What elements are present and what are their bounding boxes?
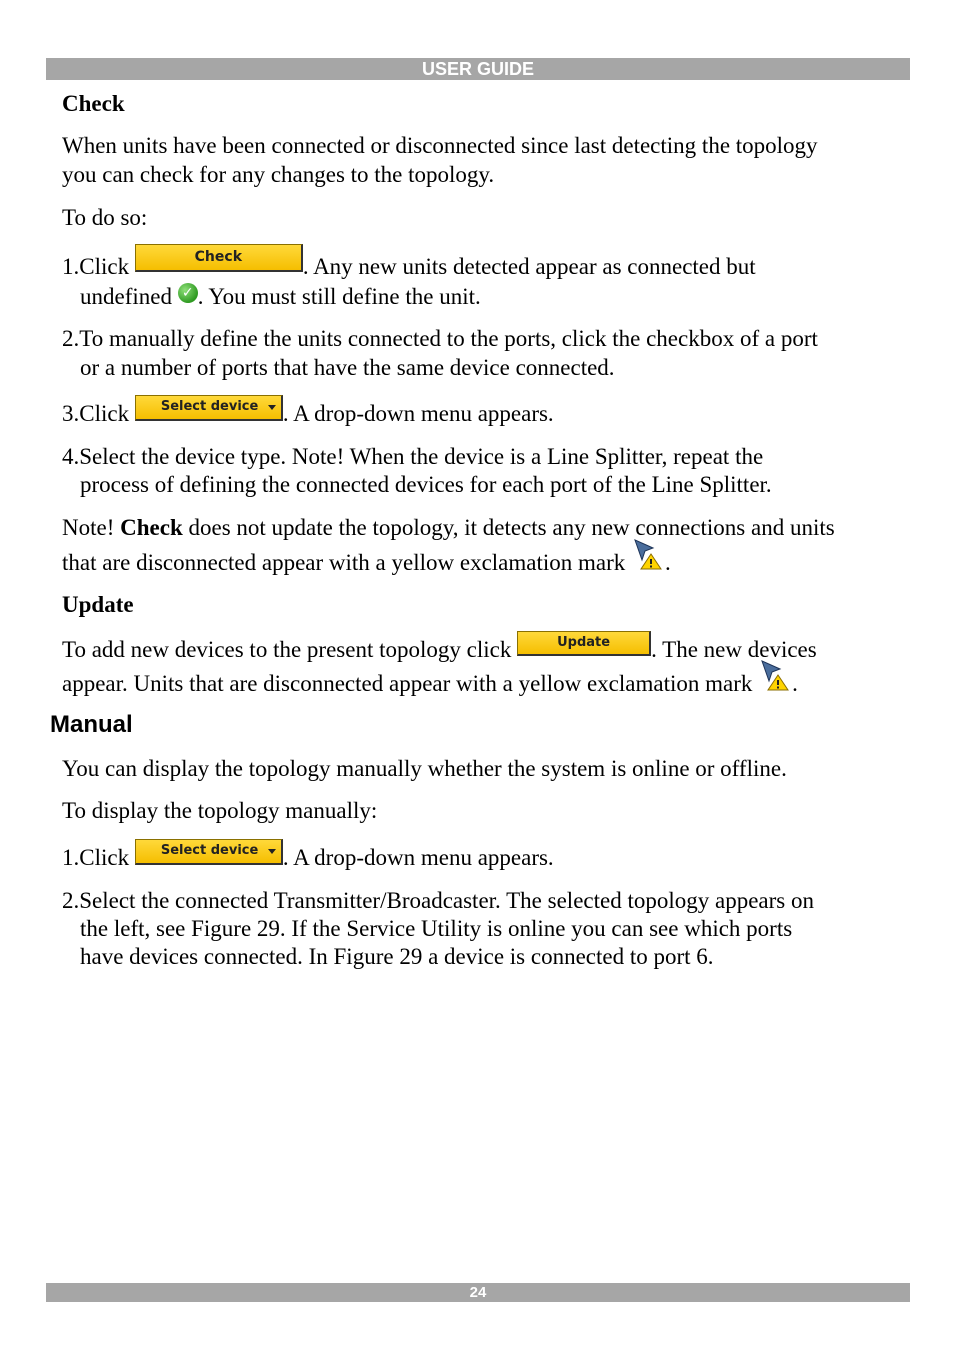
header-bar [46,58,910,80]
page-number: 24 [469,1284,487,1301]
check-step1-line2 [80,282,481,311]
check-step2-line1: 2.To manually define the units connected to the ports, click the checkbox of a port [62,326,818,351]
select-device-label: Select device [160,399,259,414]
check-icon: ✓ [178,283,198,303]
select-device-label: Select device [160,843,259,858]
step3-after: . A drop-down menu appears. [282,401,554,426]
update-line2-end: . [792,671,798,696]
check-heading: Check [62,91,125,116]
warning-icon [758,657,792,691]
step1-line2-b: . You must still define the unit. [197,284,481,309]
step3-prefix: 3.Click [62,401,130,426]
note-line2-text: that are disconnected appear with a yellow exclamation mark [62,550,626,575]
to-do-so: To do so: [62,205,148,230]
update-line2-text: appear. Units that are disconnected appear with a yellow exclamation mark [62,671,753,696]
update-button-image [517,631,651,656]
update-line1-b: . The new devices [651,637,817,662]
check-step4-line1: 4.Select the device type. Note! When the device is a Line Splitter, repeat the [62,444,764,469]
footer-bar [46,1283,910,1302]
check-button-label: Check [194,249,243,265]
note-line1 [62,513,835,542]
manual-intro: You can display the topology manually whether the system is online or offline. [62,756,787,781]
update-line1-a: To add new devices to the present topology click [62,637,512,662]
note-line2 [62,548,671,577]
note-line1-rest: does not update the topology, it detects any new connections and units [188,515,835,540]
select-device-button-image [135,839,283,865]
manual-step2-line1: 2.Select the connected Transmitter/Broadcaster. The selected topology appears on [62,888,814,913]
header-title: USER GUIDE [421,59,535,79]
step1-after: . Any new units detected appear as connected but [302,254,756,279]
check-button-image [135,244,303,272]
manual-heading: Manual [50,711,133,738]
check-step3 [62,399,554,428]
step1-prefix: 1.Click [62,254,130,279]
chevron-down-icon [268,849,276,854]
check-step1-line1 [62,249,756,281]
check-intro-line2: you can check for any changes to the topology. [62,162,495,187]
update-line2 [62,669,798,698]
manual-to-display: To display the topology manually: [62,798,378,823]
chevron-down-icon [268,405,276,410]
update-heading: Update [62,592,134,617]
update-line1 [62,635,817,664]
note-bold: Check [120,515,183,540]
note-end: . [665,550,671,575]
manual-step1-after: . A drop-down menu appears. [282,845,554,870]
step1-line2-a: undefined [80,284,172,309]
update-button-label: Update [557,635,611,650]
manual-step2-line3: have devices connected. In Figure 29 a device is connected to port 6. [80,944,714,969]
check-step4-line2: process of defining the connected devices for each port of the Line Splitter. [80,472,772,497]
warning-icon [631,536,665,570]
manual-step1 [62,843,554,872]
check-intro-line1: When units have been connected or disconnected since last detecting the topology [62,133,818,158]
manual-step1-prefix: 1.Click [62,845,130,870]
check-step2-line2: or a number of ports that have the same device connected. [80,355,615,380]
manual-step2-line2: the left, see Figure 29. If the Service Utility is online you can see which ports [80,916,793,941]
select-device-button-image [135,395,283,421]
note-prefix: Note! [62,515,115,540]
